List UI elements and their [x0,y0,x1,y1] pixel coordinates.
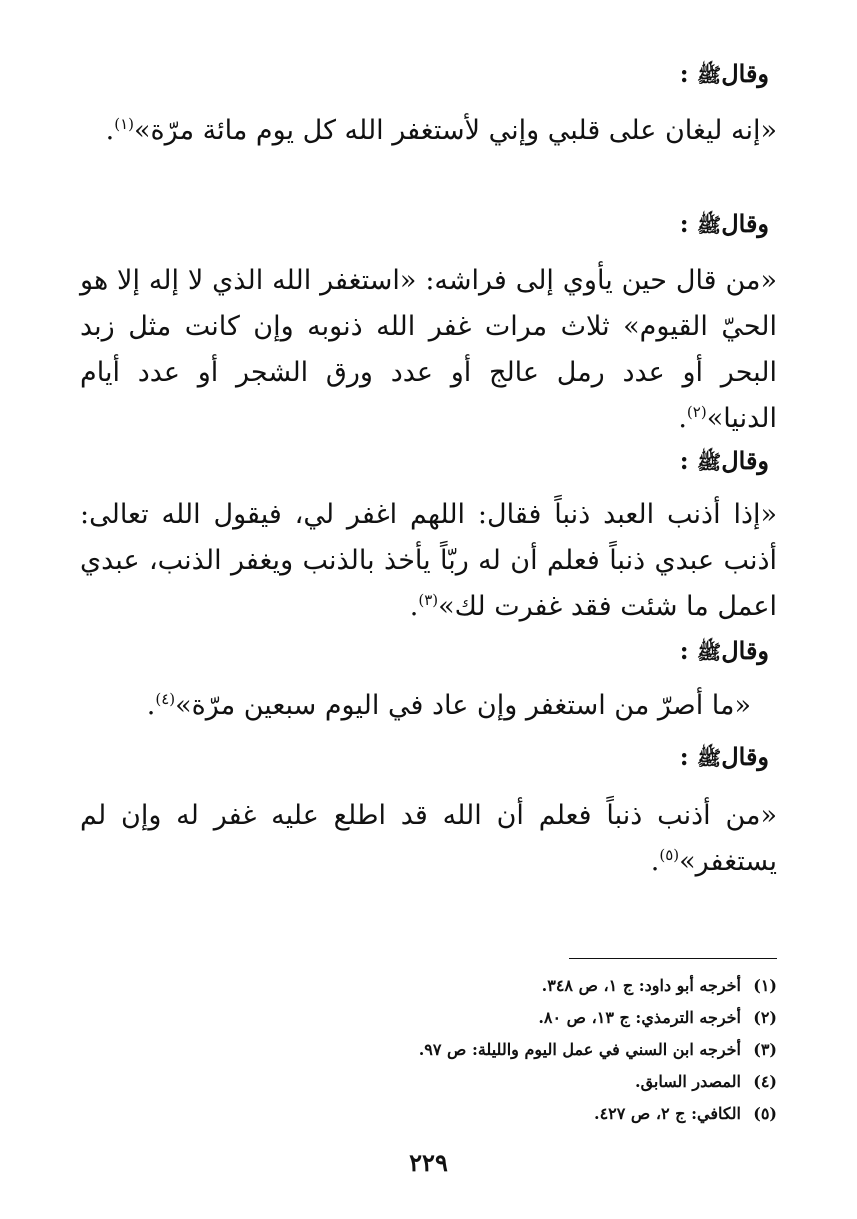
heading-text: وقال [721,59,769,88]
heading-colon: : [679,59,689,88]
quote-end: . [650,846,660,877]
quote-end: . [105,115,115,146]
footnote-text: أخرجه الترمذي: ج ١٣، ص ٨٠. [538,1008,741,1027]
honorific-glyph: ﷺ [697,213,722,237]
footnote-item [237,1066,777,1098]
footnote-number: (٤) [753,1072,777,1091]
footnote-number: (٣) [753,1040,777,1059]
quote-text: «من أذنب ذنباً فعلم أن الله قد اطلع عليه غفر له وإن لم يستغفر» [80,800,777,877]
heading-colon: : [679,446,689,475]
quote-end: . [678,403,687,434]
footnote-number: (٥) [753,1104,777,1123]
section-heading [680,741,769,774]
footnotes [237,970,777,1130]
footnote-item [237,1034,777,1066]
heading-text: وقال [721,446,769,475]
footnote-ref: (٤) [155,690,176,708]
heading-colon: : [679,209,689,238]
hadith-quote [80,108,777,154]
quote-text: «إذا أذنب العبد ذنباً فقال: اللهم اغفر لي، فيقول الله تعالى: أذنب عبدي ذنباً فعلم أن له ربّاً يأخذ بالذنب ويغفر الذنب، عبدي اعمل ما شئت فقد غفرت لك» [80,499,777,622]
section-heading [680,58,769,91]
quote-end: . [146,690,156,721]
footnote-text: المصدر السابق. [635,1072,741,1091]
footnote-text: أخرجه ابن السني في عمل اليوم والليلة: ص ٩٧. [418,1040,741,1059]
section-heading [680,445,769,478]
footnote-separator [569,958,777,959]
honorific-glyph: ﷺ [697,746,722,770]
page-number: ٢٢٩ [409,1148,448,1177]
hadith-quote [80,492,777,630]
footnote-number: (٢) [753,1008,777,1027]
footnote-ref: (٣) [418,591,439,609]
hadith-quote [80,683,751,729]
footnote-text: الكافي: ج ٢، ص ٤٢٧. [594,1104,741,1123]
honorific-glyph: ﷺ [697,450,722,474]
quote-text: «من قال حين يأوي إلى فراشه: «استغفر الله الذي لا إله إلا هو الحيّ القيوم» ثلاث مرات غفر الله ذنوبه وإن كانت مثل زبد البحر أو عدد رمل عالج أو عدد ورق الشجر أو عدد أيام الدنيا» [80,265,777,434]
footnote-item [237,1098,777,1130]
footnote-ref: (١) [114,115,135,133]
section-heading [680,635,769,668]
quote-text: «ما أصرّ من استغفر وإن عاد في اليوم سبعين مرّة» [175,690,751,721]
hadith-quote [80,793,777,885]
honorific-glyph: ﷺ [697,63,722,87]
heading-text: وقال [721,742,769,771]
footnote-item [237,970,777,1002]
footnote-ref: (٥) [659,846,680,864]
heading-colon: : [679,742,689,771]
hadith-quote [80,258,777,442]
heading-text: وقال [721,209,769,238]
quote-end: . [409,591,419,622]
footnote-number: (١) [753,976,777,995]
heading-text: وقال [721,636,769,665]
honorific-glyph: ﷺ [697,640,722,664]
quote-text: «إنه ليغان على قلبي وإني لأستغفر الله كل يوم مائة مرّة» [134,115,777,146]
section-heading [680,208,769,241]
footnote-item [237,1002,777,1034]
footnote-text: أخرجه أبو داود: ج ١، ص ٣٤٨. [541,976,741,995]
heading-colon: : [679,636,689,665]
footnote-ref: (٢) [686,403,707,421]
